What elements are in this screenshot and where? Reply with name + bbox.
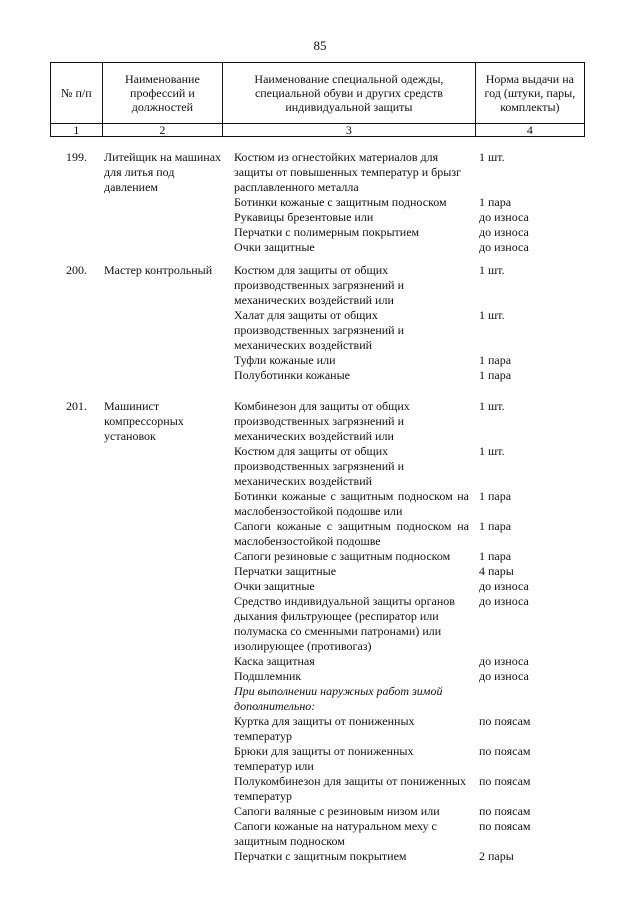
item-norm: 1 пара: [479, 549, 512, 563]
header-num-1: 1: [51, 124, 103, 137]
equipment-list: [234, 399, 594, 864]
header-num-3: 3: [223, 124, 476, 137]
profession-name: Мастер контрольный: [104, 263, 213, 277]
item-norm: до износа: [479, 579, 529, 593]
item-name: Костюм для защиты от общих производственных загрязнений и механических воздействий: [234, 444, 405, 488]
list-item: [234, 849, 594, 864]
item-name: Комбинезон для защиты от общих производственных загрязнений и механических воздействий или: [234, 399, 410, 443]
item-norm: 1 пара: [479, 519, 512, 533]
item-norm: 1 шт.: [479, 308, 505, 322]
item-norm: 1 шт.: [479, 444, 505, 458]
item-name: Перчатки с полимерным покрытием: [234, 225, 420, 239]
item-norm: 2 пары: [479, 849, 514, 863]
list-item: [234, 150, 594, 195]
list-item: [234, 263, 594, 308]
list-item: [234, 308, 594, 353]
item-norm: 1 шт.: [479, 150, 505, 164]
item-norm: по поясам: [479, 714, 531, 728]
item-name: Куртка для защиты от пониженных температур: [234, 714, 415, 743]
list-item: [234, 594, 594, 654]
list-item: [234, 353, 594, 368]
item-norm: по поясам: [479, 804, 531, 818]
item-name: Сапоги резиновые с защитным подноском: [234, 549, 451, 563]
item-norm: по поясам: [479, 819, 531, 833]
item-name: Сапоги кожаные на натуральном меху с защитным подноском: [234, 819, 437, 848]
header-col-number: № п/п: [51, 63, 103, 124]
list-item: [234, 669, 594, 684]
list-item: [234, 804, 594, 819]
item-name: Рукавицы брезентовые или: [234, 210, 374, 224]
profession-name: Машинист компрессорных установок: [104, 399, 184, 443]
list-item: [234, 654, 594, 669]
item-name: Очки защитные: [234, 579, 315, 593]
list-item: [234, 225, 594, 240]
list-item: [234, 819, 594, 849]
list-item: [234, 549, 594, 564]
item-name: Сапоги валяные с резиновым низом или: [234, 804, 440, 818]
header-col-profession: Наименование профессий и должностей: [102, 63, 222, 124]
equipment-list: [234, 263, 594, 399]
list-item: [234, 489, 594, 519]
item-name: Ботинки кожаные с защитным подноском: [234, 195, 447, 209]
table-row: [0, 150, 640, 263]
item-name: Перчатки с защитным покрытием: [234, 849, 407, 863]
additional-note: При выполнении наружных работ зимой дополнительно:: [234, 684, 443, 713]
row-number: 199.: [66, 150, 87, 164]
equipment-list: [234, 150, 594, 263]
item-name: Сапоги кожаные с защитным подноском на маслобензостойкой подошве: [234, 519, 469, 548]
list-item: [234, 564, 594, 579]
item-name: Каска защитная: [234, 654, 315, 668]
table-header: [50, 62, 585, 137]
list-item: [234, 714, 594, 744]
item-norm: до износа: [479, 654, 529, 668]
list-item: [234, 368, 594, 383]
list-item: [234, 399, 594, 444]
list-item: [234, 519, 594, 549]
item-norm: до износа: [479, 594, 529, 608]
table-row: [0, 263, 640, 399]
item-norm: 1 шт.: [479, 399, 505, 413]
table-body: [0, 150, 640, 864]
item-name: Полуботинки кожаные: [234, 368, 350, 382]
item-norm: 1 пара: [479, 353, 512, 367]
item-name: Ботинки кожаные с защитным подноском на маслобензостойкой подошве или: [234, 489, 469, 518]
item-name: Средство индивидуальной защиты органов дыхания фильтрующее (респиратор или полумаска со сменными патронами) или изолирующее (противогаз): [234, 594, 455, 653]
item-norm: 1 шт.: [479, 263, 505, 277]
item-norm: 4 пары: [479, 564, 514, 578]
header-num-2: 2: [102, 124, 222, 137]
item-name: Халат для защиты от общих производственных загрязнений и механических воздействий: [234, 308, 405, 352]
row-number: 200.: [66, 263, 87, 277]
list-item: [234, 444, 594, 489]
item-norm: до износа: [479, 240, 529, 254]
item-norm: по поясам: [479, 774, 531, 788]
item-norm: 1 пара: [479, 489, 512, 503]
profession-name: Литейщик на машинах для литья под давлением: [104, 150, 222, 194]
item-name: Костюм для защиты от общих производственных загрязнений и механических воздействий или: [234, 263, 405, 307]
list-item: [234, 744, 594, 774]
list-item: [234, 774, 594, 804]
list-item: [234, 240, 594, 255]
item-norm: 1 пара: [479, 195, 512, 209]
item-norm: до износа: [479, 210, 529, 224]
item-name: Перчатки защитные: [234, 564, 337, 578]
item-norm: до износа: [479, 225, 529, 239]
item-norm: по поясам: [479, 744, 531, 758]
item-name: Туфли кожаные или: [234, 353, 336, 367]
item-name: Подшлемник: [234, 669, 302, 683]
list-item: [234, 195, 594, 210]
table-row: [0, 399, 640, 864]
list-item: [234, 210, 594, 225]
header-num-4: 4: [475, 124, 584, 137]
item-name: Очки защитные: [234, 240, 315, 254]
header-col-norm: Норма выдачи на год (штуки, пары, комплекты): [475, 63, 584, 124]
item-name: Костюм из огнестойких материалов для защиты от повышенных температур и брызг расплавленного металла: [234, 150, 462, 194]
page-number: 85: [313, 38, 327, 53]
row-number: 201.: [66, 399, 87, 413]
item-name: Брюки для защиты от пониженных температур или: [234, 744, 414, 773]
item-name: Полукомбинезон для защиты от пониженных температур: [234, 774, 466, 803]
item-norm: 1 пара: [479, 368, 512, 382]
item-norm: до износа: [479, 669, 529, 683]
header-col-equipment: Наименование специальной одежды, специальной обуви и других средств индивидуальной защиты: [223, 63, 476, 124]
list-item: [234, 579, 594, 594]
